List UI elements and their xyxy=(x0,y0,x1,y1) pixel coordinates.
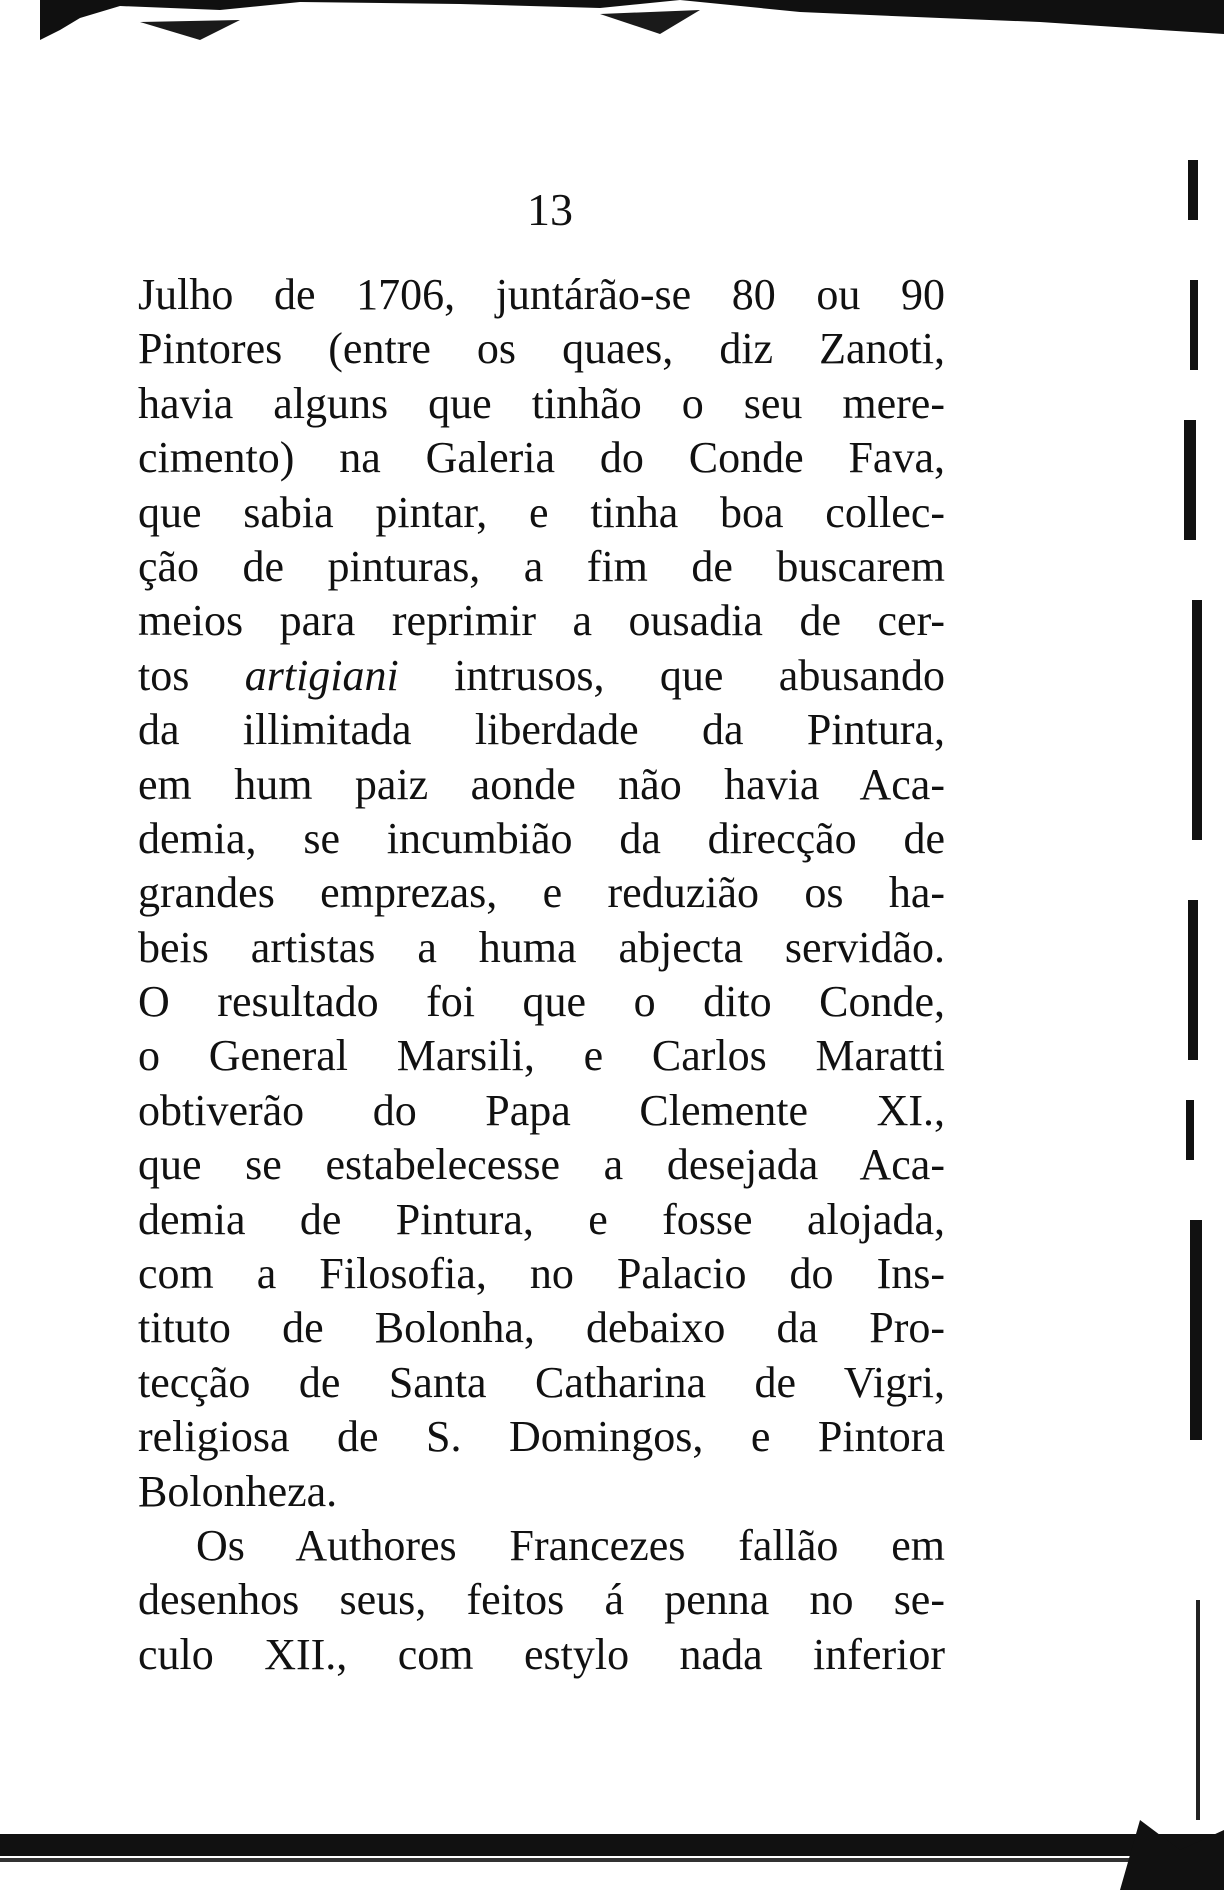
scan-edge-right xyxy=(1170,40,1224,1830)
text-line-with-italic xyxy=(138,649,945,703)
scan-edge-bottom xyxy=(0,1820,1224,1890)
text-line: com a Filosofia, no Palacio do Ins- xyxy=(138,1249,945,1299)
text-line: religiosa de S. Domingos, e Pintora xyxy=(138,1412,945,1462)
text-line: o General Marsili, e Carlos Maratti xyxy=(138,1031,945,1081)
text-line: culo XII., com estylo nada inferior xyxy=(138,1629,945,1679)
text-line: Pintores (entre os quaes, diz Zanoti, xyxy=(138,324,945,374)
text-line: meios para reprimir a ousadia de cer- xyxy=(138,596,945,646)
text-line: demia de Pintura, e fosse alojada, xyxy=(138,1194,945,1244)
text-line: desenhos seus, feitos á penna no se- xyxy=(138,1575,945,1625)
body-text xyxy=(138,268,945,1682)
text-line: Julho de 1706, juntárão-se 80 ou 90 xyxy=(138,270,945,319)
text-line: tituto de Bolonha, debaixo da Pro- xyxy=(138,1303,945,1353)
text-line: beis artistas a huma abjecta servidão. xyxy=(138,922,945,972)
text-line: da illimitada liberdade da Pintura, xyxy=(138,705,945,755)
text-line: havia alguns que tinhão o seu mere- xyxy=(138,378,945,428)
text-line: tecção de Santa Catharina de Vigri, xyxy=(138,1357,945,1407)
text-line: ção de pinturas, a fim de buscarem xyxy=(138,541,945,591)
text-line: cimento) na Galeria do Conde Fava, xyxy=(138,433,945,483)
text-line: Os Authores Francezes fallão em xyxy=(196,1520,945,1570)
text-segment: tos xyxy=(138,650,245,700)
text-line: demia, se incumbião da direcção de xyxy=(138,813,945,863)
text-line: em hum paiz aonde não havia Aca- xyxy=(138,759,945,809)
text-line: grandes emprezas, e reduzião os ha- xyxy=(138,868,945,918)
text-line: que sabia pintar, e tinha boa collec- xyxy=(138,487,945,537)
text-line: O resultado foi que o dito Conde, xyxy=(138,977,945,1027)
text-line: obtiverão do Papa Clemente XI., xyxy=(138,1085,945,1135)
scan-edge-top xyxy=(40,0,1224,46)
text-line: que se estabelecesse a desejada Aca- xyxy=(138,1140,945,1190)
page-number: 13 xyxy=(527,184,573,235)
italic-word: artigiani xyxy=(244,650,399,700)
text-line: Bolonheza. xyxy=(138,1466,338,1516)
text-segment: intrusos, que abusando xyxy=(398,650,945,700)
